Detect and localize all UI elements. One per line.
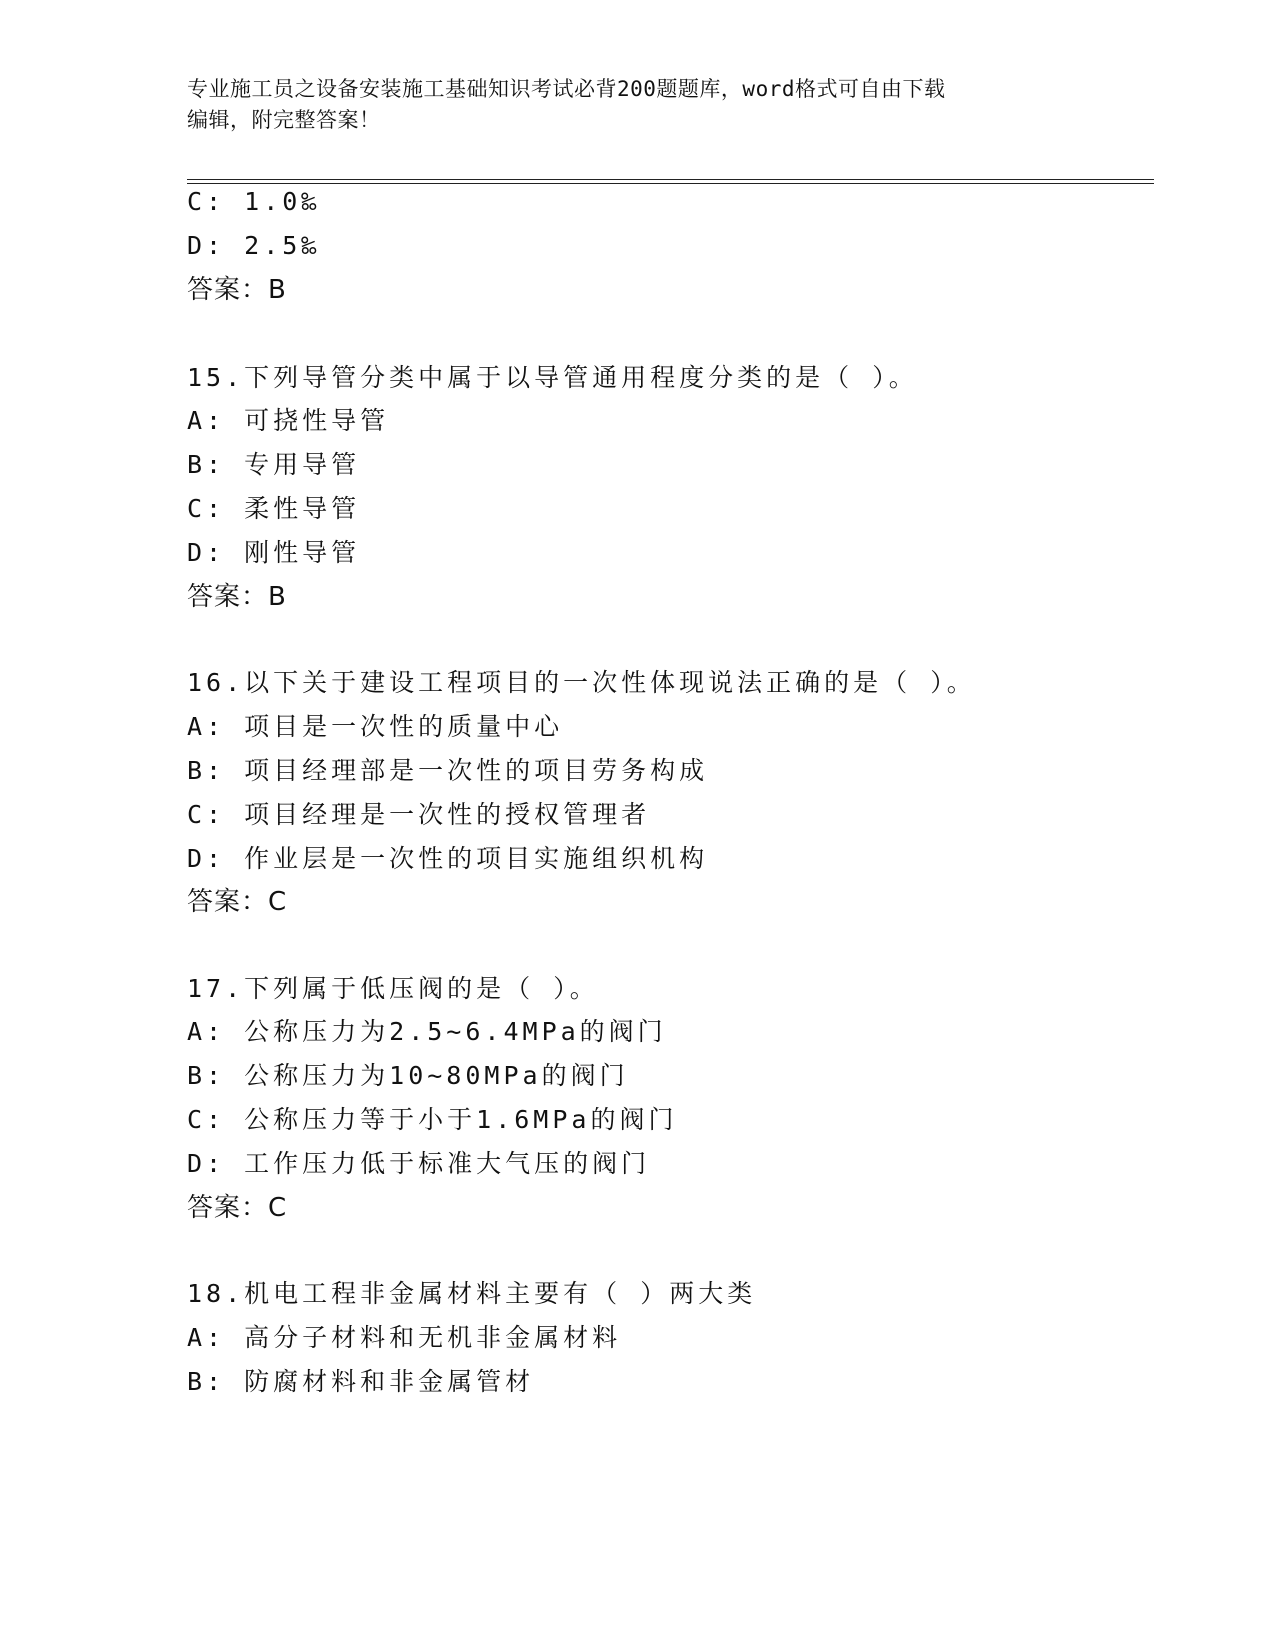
header-title-line-1: 专业施工员之设备安装施工基础知识考试必背200题题库，word格式可自由下载	[187, 77, 946, 101]
q16-option-b: B: 项目经理部是一次性的项目劳务构成	[187, 756, 709, 785]
q15-option-a: A: 可挠性导管	[187, 406, 390, 435]
q17-option-d: D: 工作压力低于标准大气压的阀门	[187, 1149, 651, 1178]
q16-stem: 16.以下关于建设工程项目的一次性体现说法正确的是（ ）。	[187, 668, 976, 697]
q17-stem: 17.下列属于低压阀的是（ ）。	[187, 974, 599, 1003]
q15-answer: 答案：B	[187, 582, 287, 612]
q15-stem: 15.下列导管分类中属于以导管通用程度分类的是（ ）。	[187, 363, 918, 392]
q15-option-d: D: 刚性导管	[187, 538, 361, 567]
q14-option-c: C: 1.0‰	[187, 187, 321, 216]
q15-option-c: C: 柔性导管	[187, 494, 361, 523]
q18-stem: 18.机电工程非金属材料主要有（ ）两大类	[187, 1279, 757, 1308]
q14-option-d: D: 2.5‰	[187, 231, 321, 260]
document-header	[187, 74, 1067, 136]
q14-answer: 答案：B	[187, 275, 287, 305]
q18-option-a: A: 高分子材料和无机非金属材料	[187, 1323, 622, 1352]
q16-option-d: D: 作业层是一次性的项目实施组织机构	[187, 844, 709, 873]
q17-option-c: C: 公称压力等于小于1.6MPa的阀门	[187, 1105, 678, 1134]
q17-option-b: B: 公称压力为10~80MPa的阀门	[187, 1061, 629, 1090]
header-divider-top	[187, 179, 1154, 180]
q16-answer: 答案：C	[187, 887, 288, 917]
q18-option-b: B: 防腐材料和非金属管材	[187, 1367, 535, 1396]
header-title-line-2: 编辑，附完整答案！	[187, 108, 381, 132]
q15-option-b: B: 专用导管	[187, 450, 361, 479]
header-divider-bottom	[187, 183, 1154, 184]
q16-option-c: C: 项目经理是一次性的授权管理者	[187, 800, 651, 829]
q16-option-a: A: 项目是一次性的质量中心	[187, 712, 564, 741]
q17-answer: 答案：C	[187, 1193, 288, 1223]
q17-option-a: A: 公称压力为2.5~6.4MPa的阀门	[187, 1017, 667, 1046]
